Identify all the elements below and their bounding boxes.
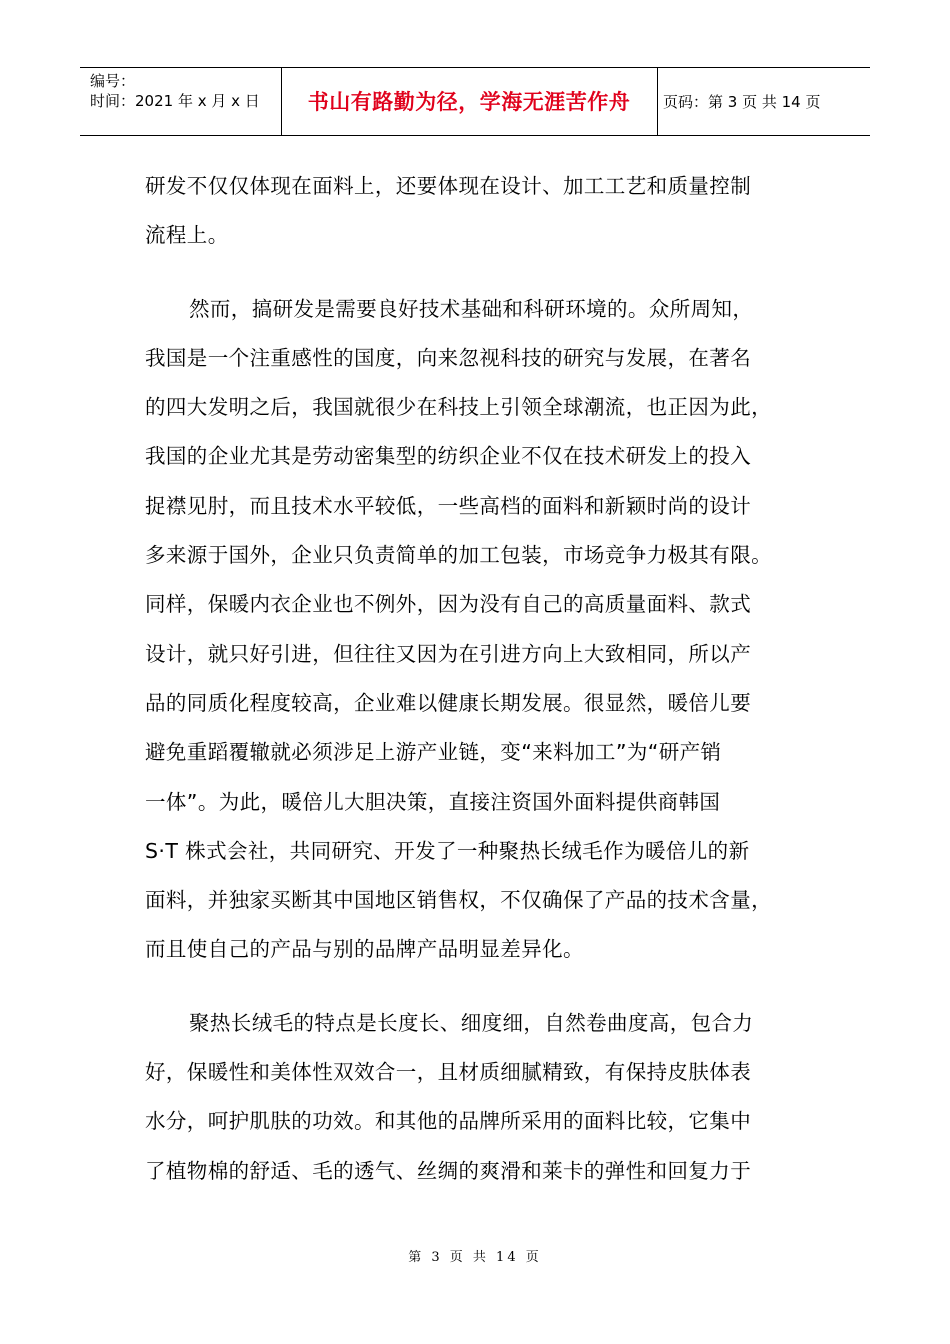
paragraph-3 (145, 999, 805, 1196)
text-line: 好，保暖性和美体性双效合一，且材质细腻精致，有保持皮肤体表 (145, 1060, 752, 1085)
document-number-label: 编号： (90, 72, 136, 90)
text-line: 品的同质化程度较高，企业难以健康长期发展。很显然，暖倍儿要 (145, 690, 752, 715)
text-line: 捉襟见肘，而且技术水平较低，一些高档的面料和新颖时尚的设计 (145, 493, 752, 518)
text-line: 流程上。 (145, 223, 229, 248)
text-line: 我国是一个注重感性的国度，向来忽视科技的研究与发展，在著名 (145, 345, 752, 370)
header-divider-right (657, 67, 658, 135)
text-line: 的四大发明之后，我国就很少在科技上引领全球潮流，也正因为此， (145, 395, 772, 420)
header-meta (90, 71, 278, 111)
header-page-info: 页码：第 3 页 共 14 页 (663, 92, 821, 111)
page-footer: 第 3 页 共 14 页 (408, 1250, 542, 1265)
text-line: 一体”。为此，暖倍儿大胆决策，直接注资国外面料提供商韩国 (145, 789, 721, 814)
text-line: 而且使自己的产品与别的品牌产品明显差异化。 (145, 937, 584, 962)
text-line: 避免重蹈覆辙就必须涉足上游产业链，变“来料加工”为“研产销 (145, 740, 722, 765)
text-line: 设计，就只好引进，但往往又因为在引进方向上大致相同，所以产 (145, 641, 752, 666)
header-motto: 书山有路勤为径，学海无涯苦作舟 (307, 90, 631, 114)
header-bottom-rule (80, 135, 870, 136)
text-line: 同样，保暖内衣企业也不例外，因为没有自己的高质量面料、款式 (145, 592, 752, 617)
text-line: 研发不仅仅体现在面料上，还要体现在设计、加工工艺和质量控制 (145, 174, 752, 198)
header-page-info-cell (663, 67, 868, 135)
document-body (145, 162, 805, 1196)
paragraph-1 (145, 162, 805, 261)
header-motto-cell (281, 67, 657, 135)
document-time-label: 时间：2021 年 x 月 x 日 (90, 92, 260, 110)
text-line: 聚热长绒毛的特点是长度长、细度细，自然卷曲度高，包合力 (189, 1010, 754, 1035)
text-line: 面料，并独家买断其中国地区销售权，不仅确保了产品的技术含量， (145, 888, 772, 913)
text-line: 水分，呵护肌肤的功效。和其他的品牌所采用的面料比较，它集中 (145, 1109, 752, 1134)
text-line: 多来源于国外，企业只负责简单的加工包装，市场竞争力极其有限。 (145, 543, 772, 568)
text-line: 然而，搞研发是需要良好技术基础和科研环境的。众所周知， (189, 296, 754, 321)
paragraph-2 (145, 285, 805, 975)
text-line: S·T 株式会社，共同研究、开发了一种聚热长绒毛作为暖倍儿的新 (145, 838, 750, 863)
text-line: 了植物棉的舒适、毛的透气、丝绸的爽滑和莱卡的弹性和回复力于 (145, 1158, 752, 1183)
text-line: 我国的企业尤其是劳动密集型的纺织企业不仅在技术研发上的投入 (145, 444, 752, 469)
